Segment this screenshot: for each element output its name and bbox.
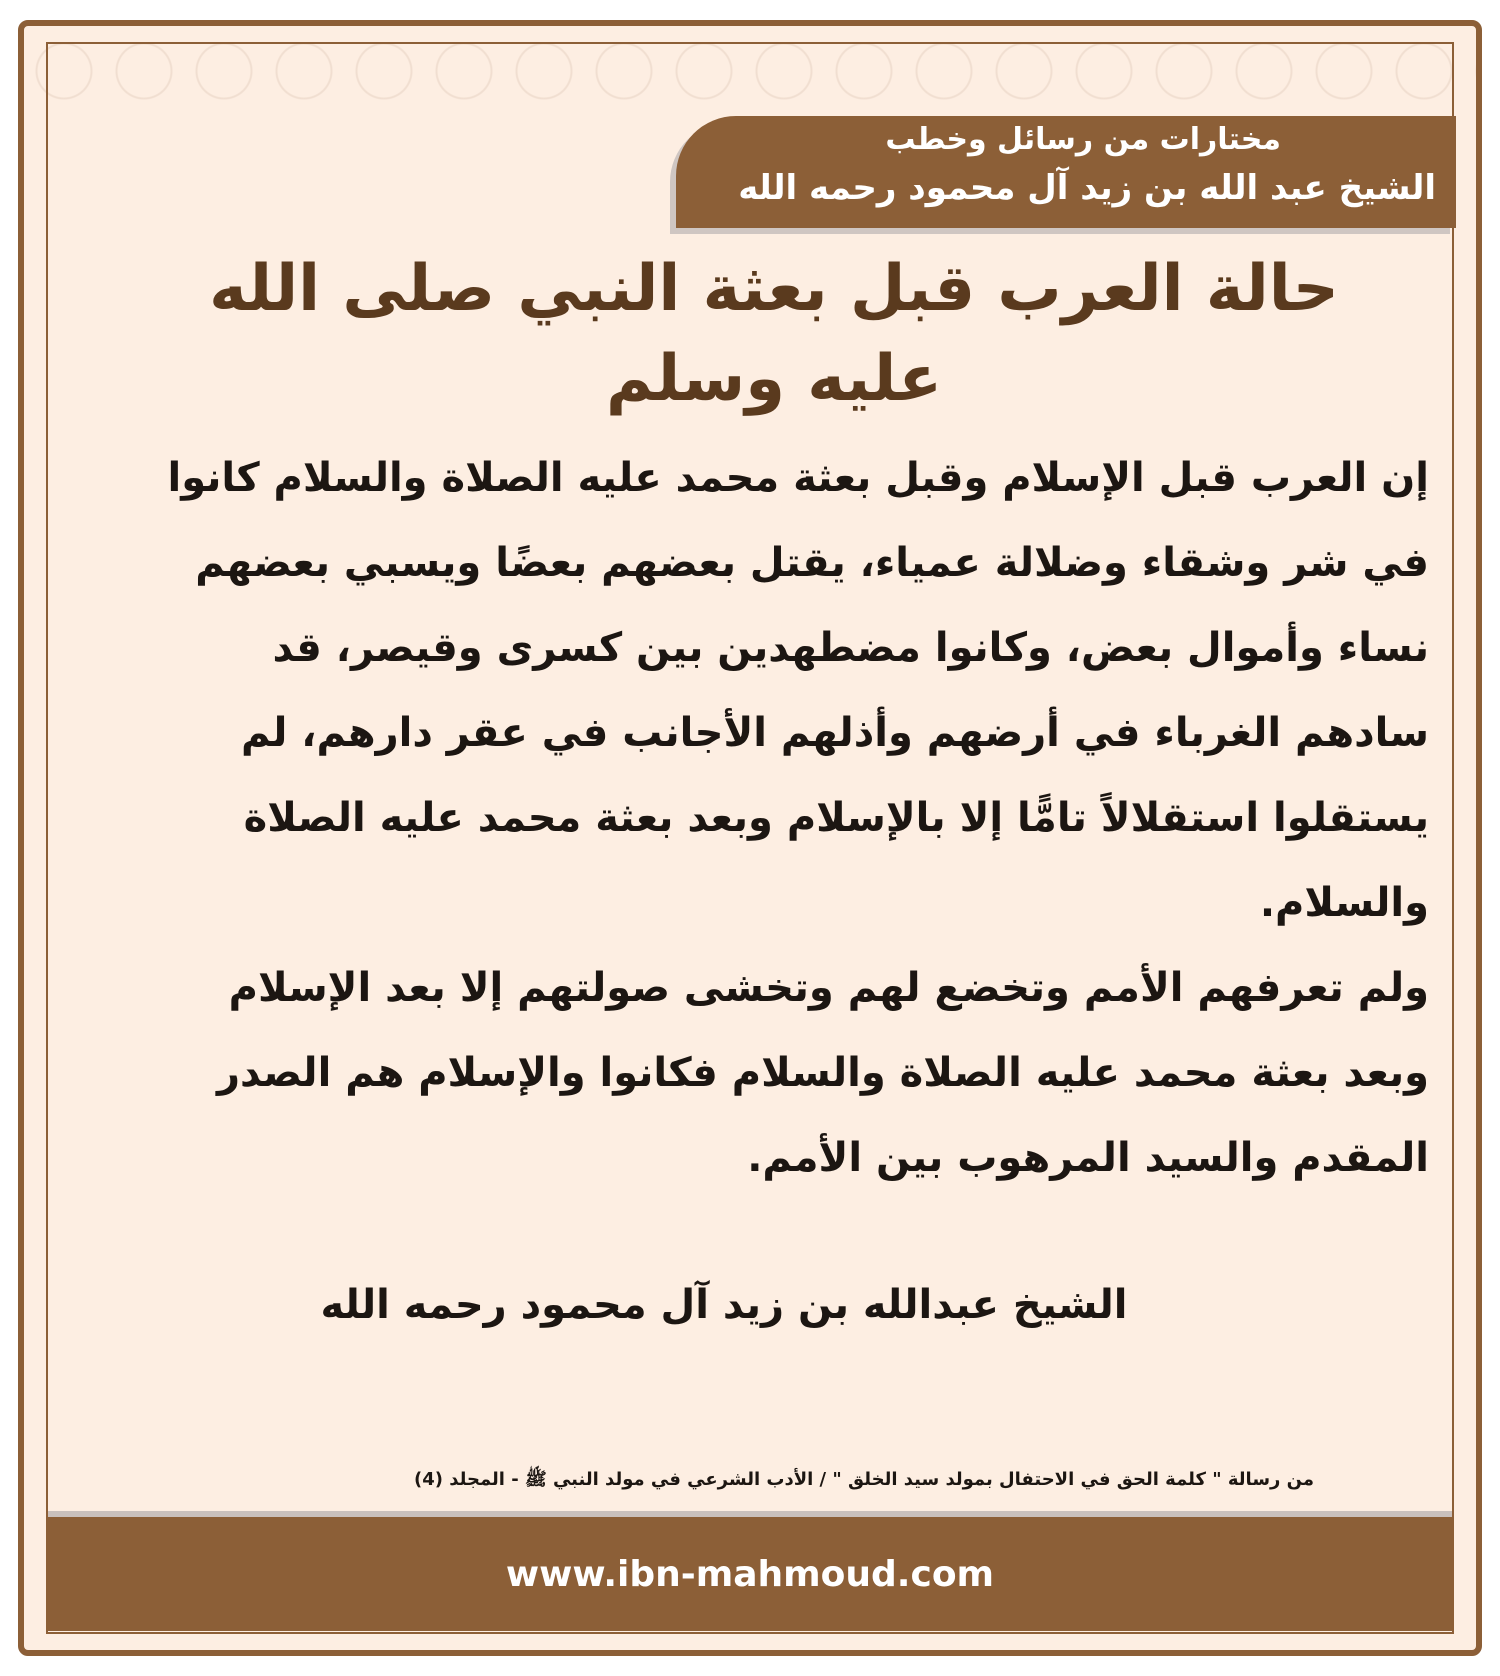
source-citation: من رسالة " كلمة الحق في الاحتفال بمولد سيد الخلق " / الأدب الشرعي في مولد النبي ﷺ - المجلد (4) [413,1469,1314,1490]
article-title: حالة العرب قبل بعثة النبي صلى الله عليه وسلم [209,252,1339,416]
header-banner [676,116,1456,228]
article-body [144,436,1429,1201]
author-signature: الشيخ عبدالله بن زيد آل محمود رحمه الله [320,1282,1128,1328]
footer-banner [48,1511,1452,1631]
poster-frame [18,20,1482,1656]
paragraph: ولم تعرفهم الأمم وتخضع لهم وتخشى صولتهم إلا بعد الإسلام وبعد بعثة محمد عليه الصلاة والسلام فكانوا والإسلام هم الصدر المقدم والسيد المرهوب بين الأمم. [217,965,1429,1181]
website-link[interactable]: www.ibn-mahmoud.com [505,1553,995,1595]
paragraph: إن العرب قبل الإسلام وقبل بعثة محمد عليه الصلاة والسلام كانوا في شر وشقاء وضلالة عمياء، يقتل بعضهم بعضًا ويسبي بعضهم نساء وأموال بعض، وكانوا مضطهدين بين كسرى وقيصر، قد سادهم الغرباء في أرضهم وأذلهم الأجانب في عقر دارهم، لم يستقلوا استقلالاً تامًّا إلا بالإسلام وبعد بعثة محمد عليه الصلاة والسلام. [167,455,1429,926]
author-name-header: الشيخ عبد الله بن زيد آل محمود رحمه الله [738,168,1436,208]
series-title: مختارات من رسائل وخطب [885,122,1281,157]
